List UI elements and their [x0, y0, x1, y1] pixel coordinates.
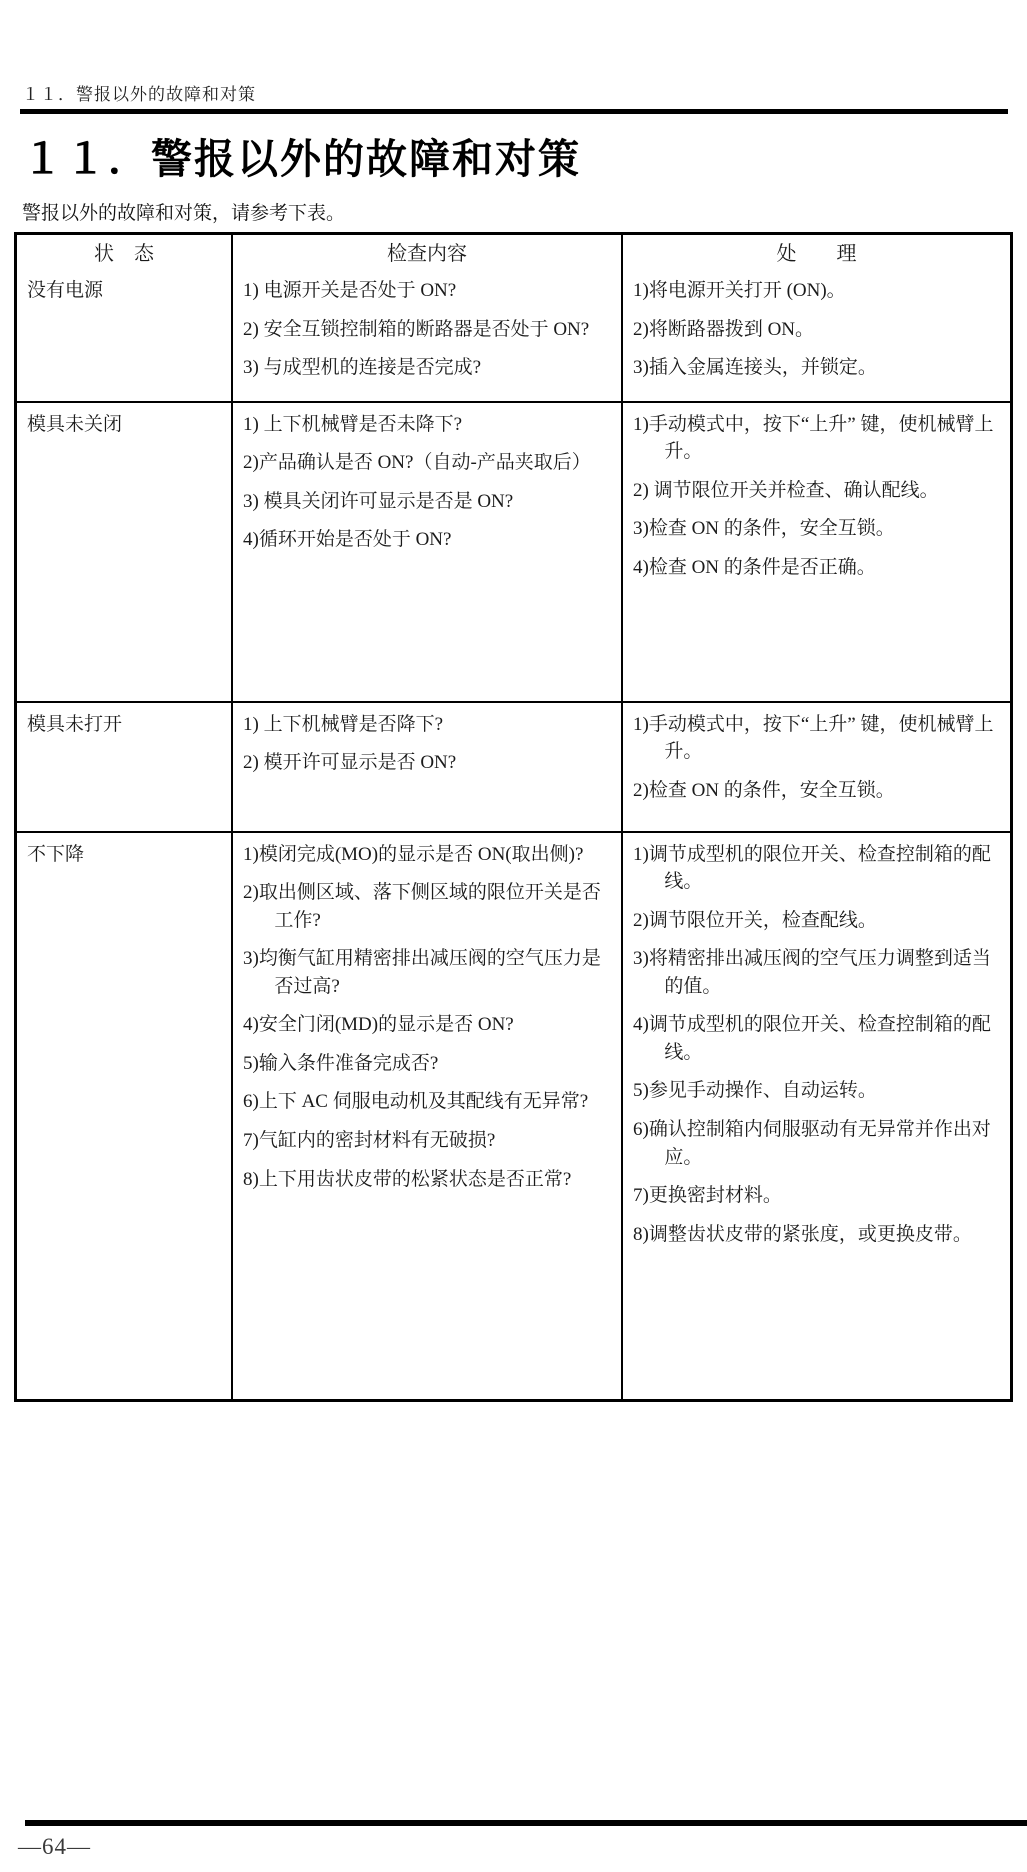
column-header-check: 检查内容	[233, 235, 623, 269]
check-item: 1)模闭完成(MO)的显示是否 ON(取出侧)?	[243, 843, 584, 865]
page-title: １１．警报以外的故障和对策	[22, 136, 581, 182]
page-number: —64—	[18, 1834, 91, 1859]
status-label: 模具未关闭	[27, 413, 123, 435]
action-cell	[623, 403, 1010, 701]
status-cell	[17, 269, 233, 401]
action-item: 2)将断路器拨到 ON。	[633, 318, 815, 340]
action-item: 1)调节成型机的限位开关、检查控制箱的配线。	[633, 843, 991, 893]
action-item: 7)更换密封材料。	[633, 1185, 782, 1207]
action-item: 5)参见手动操作、自动运转。	[633, 1080, 877, 1102]
action-item: 3)检查 ON 的条件，安全互锁。	[633, 518, 895, 540]
check-item: 5)输入条件准备完成否?	[243, 1052, 439, 1074]
status-cell	[17, 703, 233, 831]
troubleshooting-table	[14, 232, 1013, 1402]
action-item: 1)手动模式中，按下“上升” 键，使机械臂上升。	[633, 713, 994, 763]
check-cell	[233, 703, 623, 831]
column-header-status: 状 态	[17, 235, 233, 269]
check-item: 2)取出侧区域、落下侧区域的限位开关是否工作?	[243, 882, 601, 931]
table-row	[17, 831, 1010, 1399]
action-item: 3)插入金属连接头，并锁定。	[633, 357, 877, 379]
status-cell	[17, 403, 233, 701]
footer-rule	[25, 1820, 1027, 1826]
status-label: 模具未打开	[27, 713, 123, 735]
action-item: 8)调整齿状皮带的紧张度，或更换皮带。	[633, 1223, 972, 1245]
action-item: 4)调节成型机的限位开关、检查控制箱的配线。	[633, 1014, 991, 1063]
check-cell	[233, 403, 623, 701]
action-item: 6)确认控制箱内伺服驱动有无异常并作出对应。	[633, 1119, 991, 1168]
action-item: 2) 调节限位开关并检查、确认配线。	[633, 479, 939, 501]
check-item: 3) 与成型机的连接是否完成?	[243, 357, 482, 379]
action-item: 1)手动模式中，按下“上升” 键，使机械臂上升。	[633, 413, 994, 463]
check-item: 6)上下 AC 伺服电动机及其配线有无异常?	[243, 1091, 589, 1113]
status-label: 没有电源	[27, 280, 104, 301]
check-item: 2) 模开许可显示是否 ON?	[243, 752, 457, 774]
header-rule	[20, 109, 1008, 114]
check-item: 2)产品确认是否 ON?（自动-产品夹取后）	[243, 452, 591, 474]
intro-text: 警报以外的故障和对策，请参考下表。	[22, 203, 346, 224]
check-item: 3)均衡气缸用精密排出减压阀的空气压力是否过高?	[243, 948, 601, 997]
status-label: 不下降	[27, 843, 85, 865]
check-item: 1) 上下机械臂是否降下?	[243, 713, 444, 735]
action-cell	[623, 833, 1010, 1399]
check-item: 1) 上下机械臂是否未降下?	[243, 413, 463, 435]
check-item: 8)上下用齿状皮带的松紧状态是否正常?	[243, 1168, 572, 1190]
table-body	[17, 269, 1010, 1399]
action-cell	[623, 269, 1010, 401]
status-cell	[17, 833, 233, 1399]
check-item: 2) 安全互锁控制箱的断路器是否处于 ON?	[243, 318, 590, 340]
table-row	[17, 269, 1010, 401]
check-cell	[233, 269, 623, 401]
column-header-action: 处 理	[776, 243, 857, 265]
action-item: 3)将精密排出减压阀的空气压力调整到适当的值。	[633, 948, 991, 997]
breadcrumb: １１．警报以外的故障和对策	[22, 85, 256, 104]
table-row	[17, 401, 1010, 701]
action-item: 4)检查 ON 的条件是否正确。	[633, 556, 876, 578]
table-row	[17, 701, 1010, 831]
check-item: 3) 模具关闭许可显示是否是 ON?	[243, 490, 514, 512]
check-item: 4)安全门闭(MD)的显示是否 ON?	[243, 1014, 514, 1036]
action-item: 2)调节限位开关，检查配线。	[633, 909, 877, 931]
check-item: 4)循环开始是否处于 ON?	[243, 529, 452, 551]
check-item: 1) 电源开关是否处于 ON?	[243, 280, 457, 301]
table-header-row	[17, 235, 1010, 269]
check-cell	[233, 833, 623, 1399]
action-cell	[623, 703, 1010, 831]
check-item: 7)气缸内的密封材料有无破损?	[243, 1130, 496, 1152]
action-item: 1)将电源开关打开 (ON)。	[633, 280, 846, 301]
action-item: 2)检查 ON 的条件，安全互锁。	[633, 779, 895, 801]
